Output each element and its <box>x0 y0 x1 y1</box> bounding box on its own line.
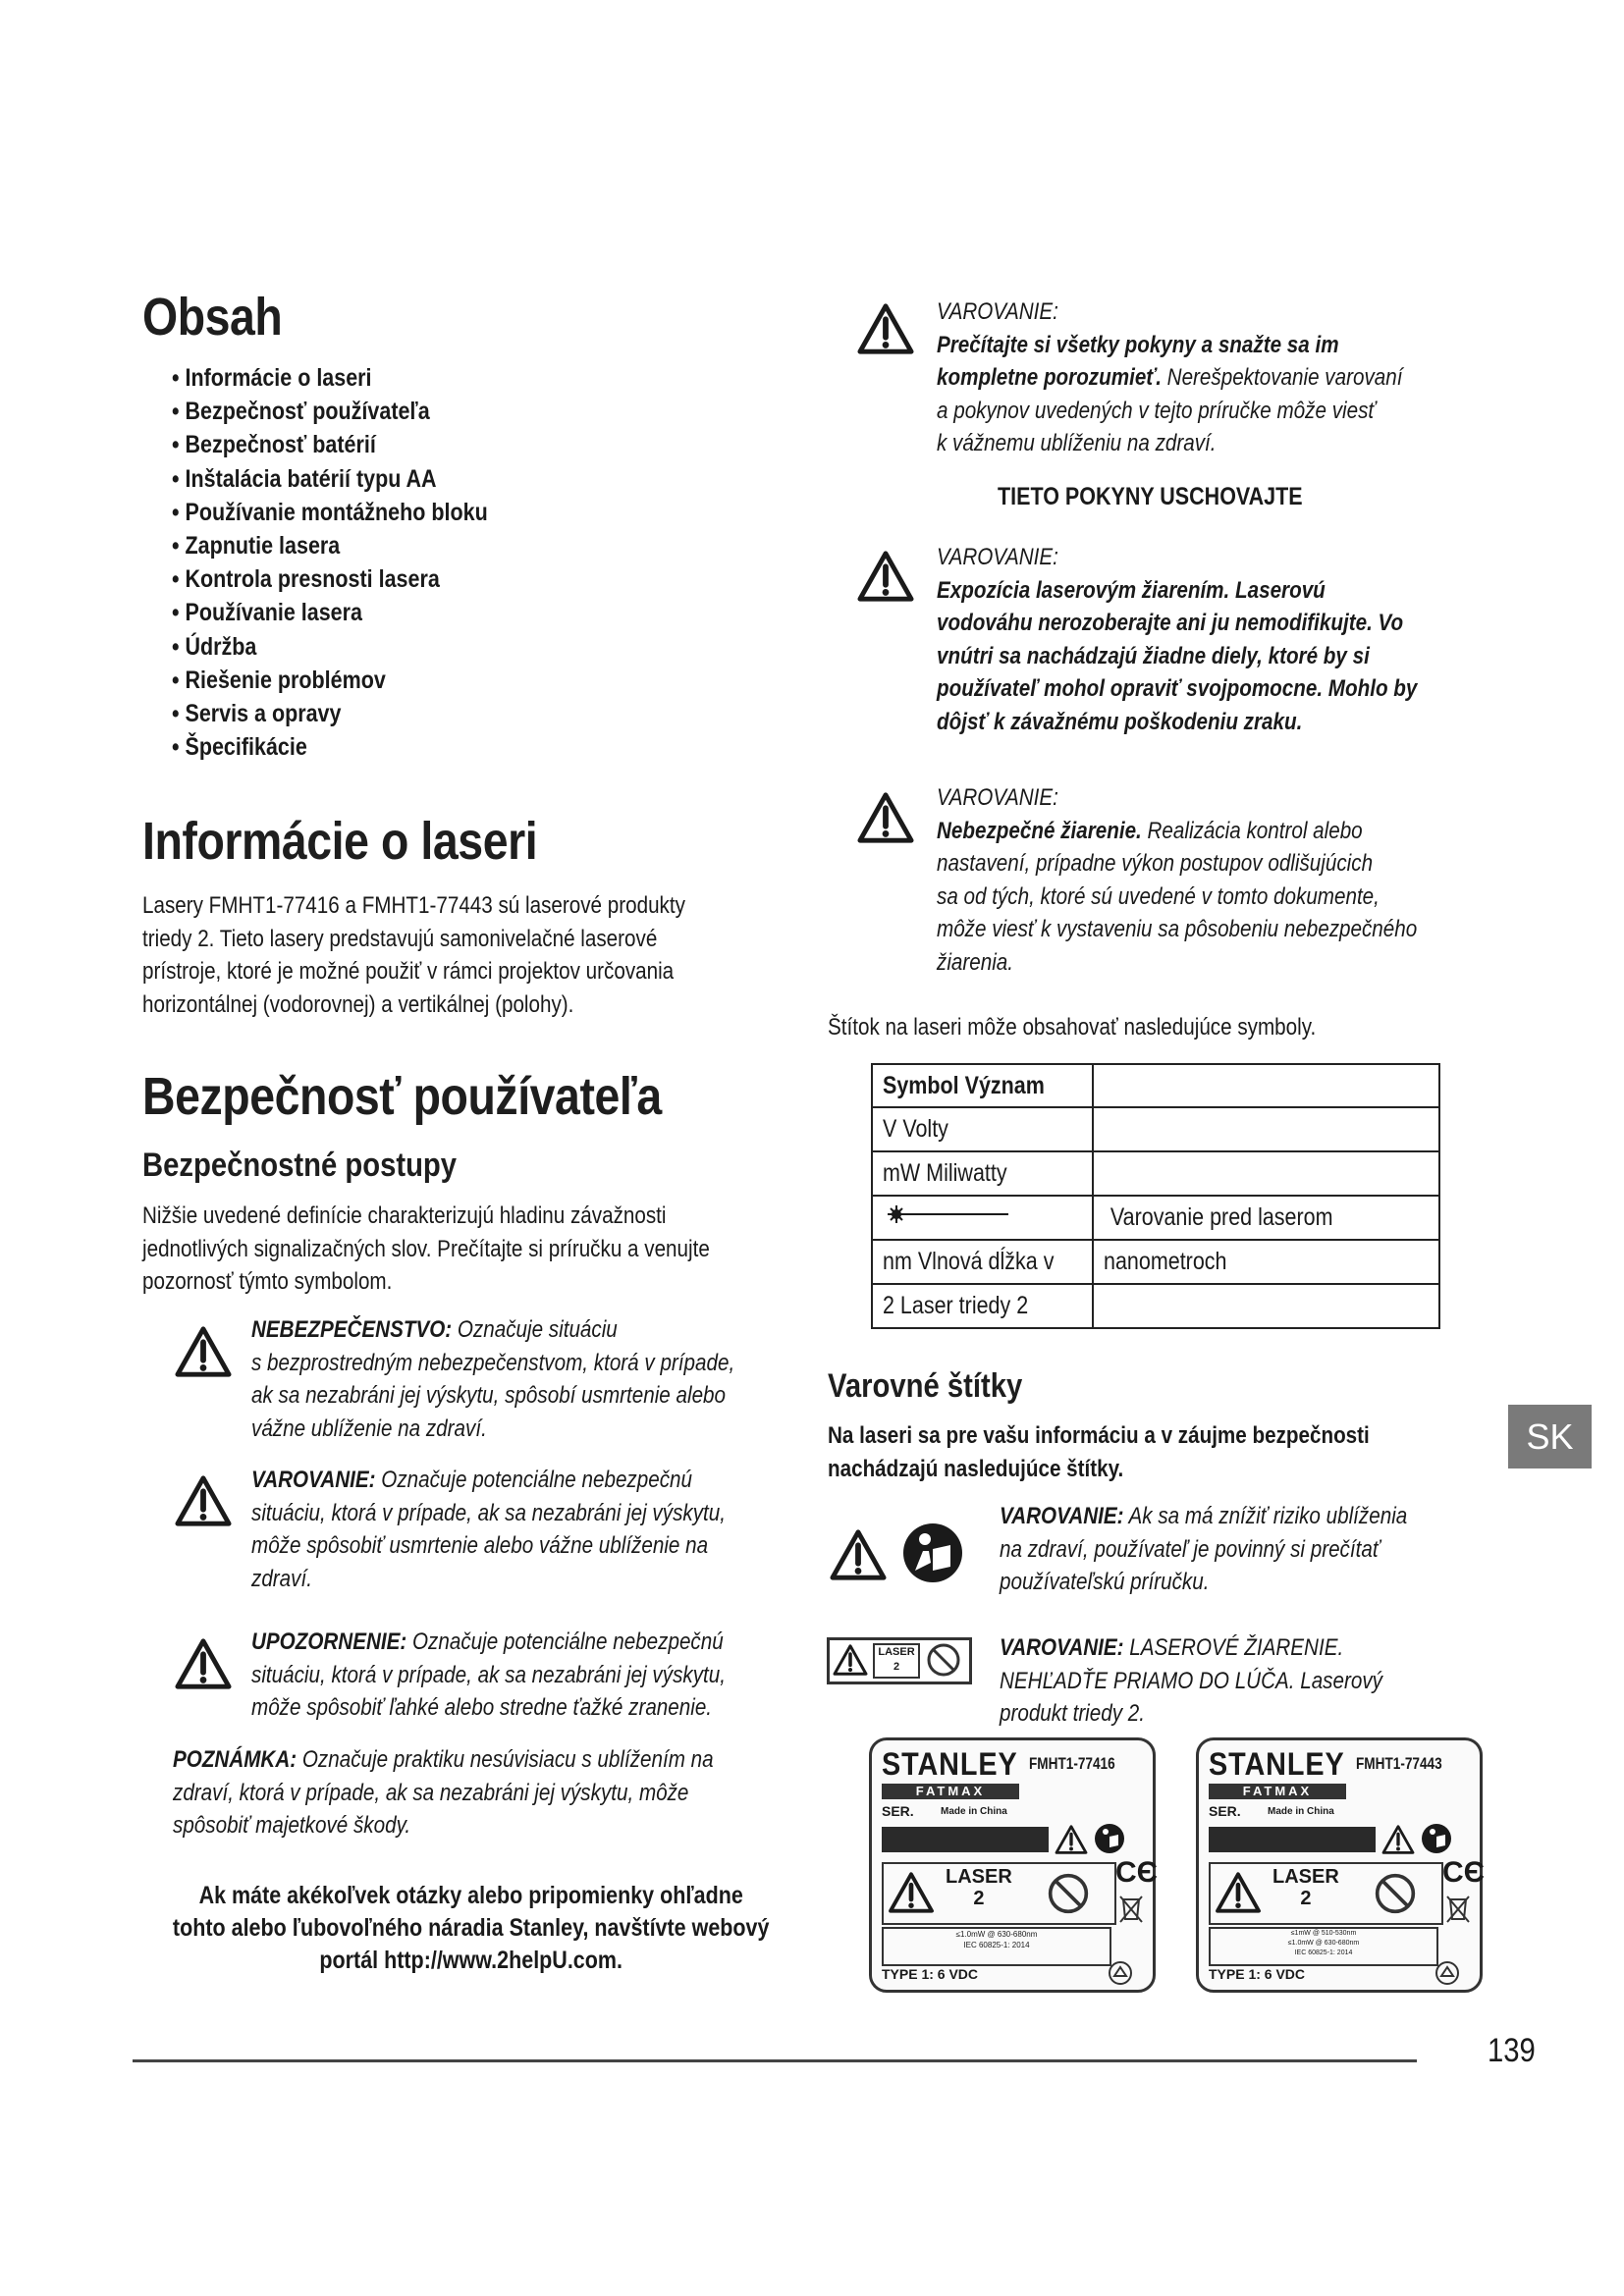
serial-barcode <box>1209 1827 1376 1852</box>
text-line: kompletne porozumieť. <box>937 364 1162 391</box>
text-line: Ak máte akékoľvek otázky alebo pripomienky ohľadne <box>198 1882 743 1909</box>
contents-title: Obsah <box>142 288 283 347</box>
text-line: prístroje, ktoré je možné použiť v rámci projektov určovania <box>142 958 675 985</box>
contents-item[interactable]: • Informácie o laseri <box>172 361 543 395</box>
warning-laser-exposure <box>937 541 1486 738</box>
text-line: produkt triedy 2. <box>1000 1700 1146 1727</box>
caution-label: UPOZORNENIE: <box>251 1629 407 1655</box>
page-number: 139 <box>1488 2032 1536 2069</box>
text-line: pozornosť týmto symbolom. <box>142 1268 393 1295</box>
text-line: žiarenia. <box>937 948 1014 976</box>
made-in-text: Made in China <box>941 1806 1007 1817</box>
spec-line: ≤1.0mW @ 630-680nm <box>955 1930 1038 1939</box>
power-type-text: TYPE 1: 6 VDC <box>882 1966 979 1982</box>
table-row <box>872 1107 1439 1151</box>
brand-logo: STANLEY <box>882 1746 1018 1782</box>
model-number: FMHT1-77443 <box>1356 1754 1442 1773</box>
warning-label: VAROVANIE: <box>251 1467 376 1493</box>
text-line: k vážnemu ublíženiu na zdraví. <box>937 430 1217 456</box>
danger-definition <box>251 1313 741 1445</box>
contents-list <box>172 361 543 764</box>
table-cell-text: 2 Laser triedy 2 <box>883 1292 1029 1319</box>
text-line: Nerešpektovanie varovaní <box>1161 364 1403 391</box>
serial-label: SER. <box>1209 1803 1241 1819</box>
recycle-icon <box>1431 1960 1464 1986</box>
text-line: vodováhu nerozoberajte ani ju nemodifikujte. Vo <box>937 610 1404 636</box>
warning-label: VAROVANIE: <box>937 298 1058 325</box>
caution-icon <box>175 1637 232 1690</box>
laser-warning-icon <box>1215 1872 1262 1913</box>
caution-definition <box>251 1626 741 1725</box>
laser-warning-icon <box>888 1872 935 1913</box>
text-line: Ak sa má znížiť riziko ublíženia <box>1123 1503 1408 1529</box>
spec-line: IEC 60825-1: 2014 <box>963 1941 1030 1949</box>
table-cell <box>872 1284 1093 1328</box>
text-line: Označuje potenciálne nebezpečnú <box>406 1629 724 1655</box>
table-header-cell <box>872 1064 1093 1107</box>
table-cell-text: Varovanie pred laserom <box>1110 1203 1333 1231</box>
safety-intro <box>142 1200 801 1299</box>
table-row <box>872 1196 1439 1240</box>
text-line: zdraví, ktorá v prípade, ak sa nezabráni jej výskytu, môže <box>173 1779 689 1806</box>
contact-note <box>137 1880 804 1977</box>
laser-word: LASER <box>946 1866 1012 1888</box>
laser-class-text: LASER 2 <box>873 1643 920 1679</box>
warning-labels-intro <box>828 1419 1470 1485</box>
no-stare-icon <box>1374 1872 1417 1915</box>
text-line: Označuje praktiku nesúvisiacu s ublížením na <box>297 1746 714 1773</box>
table-row <box>872 1064 1439 1107</box>
warning-label: VAROVANIE: <box>937 544 1058 570</box>
spec-line: IEC 60825-1: 2014 <box>1294 1949 1353 1956</box>
warning-icon <box>1055 1825 1088 1854</box>
laser-class-text <box>1272 1866 1339 1909</box>
text-line: Označuje situáciu <box>452 1316 618 1343</box>
danger-label: NEBEZPEČENSTVO: <box>251 1316 453 1343</box>
contents-item[interactable]: • Bezpečnosť batérií <box>172 428 543 461</box>
warning-hazardous-radiation <box>937 781 1486 979</box>
table-cell <box>1093 1151 1439 1196</box>
contents-item[interactable]: • Servis a opravy <box>172 697 543 730</box>
symbols-intro: Štítok na laseri môže obsahovať nasledujúce symboly. <box>828 1014 1317 1041</box>
label-read-manual-text <box>1000 1500 1523 1599</box>
model-number: FMHT1-77416 <box>1029 1754 1115 1773</box>
text-line: nastavení, prípadne výkon postupov odlišujúcich <box>937 850 1374 877</box>
weee-bin-icon <box>1446 1896 1470 1923</box>
text-line: a pokynov uvedených v tejto príručke môže viesť <box>937 397 1376 424</box>
text-line: sa od tých, ktoré sú uvedené v tomto dokumente, <box>937 882 1380 910</box>
ce-mark-icon: CЄ <box>1442 1856 1486 1889</box>
read-manual-icon <box>1421 1823 1452 1854</box>
read-manual-icon <box>1094 1823 1125 1854</box>
warning-label: VAROVANIE: <box>937 784 1058 811</box>
table-cell <box>1093 1064 1439 1107</box>
table-row <box>872 1240 1439 1284</box>
text-line: môže spôsobiť usmrtenie alebo vážne ublíženie na <box>251 1532 709 1559</box>
text-line: situáciu, ktorá v prípade, ak sa nezabráni jej výskytu, <box>251 1499 726 1526</box>
brand-logo: STANLEY <box>1209 1746 1345 1782</box>
warning-definition <box>251 1464 741 1595</box>
text-line: Prečítajte si všetky pokyny a snažte sa im <box>937 331 1339 358</box>
table-cell-text: nm Vlnová dĺžka v <box>883 1248 1055 1275</box>
text-line: môže viesť k vystaveniu sa pôsobeniu nebezpečného <box>937 916 1418 942</box>
keep-instructions-heading: TIETO POKYNY USCHOVAJTE <box>998 483 1303 510</box>
text-line: Expozícia laserovým žiarením. Laserovú <box>937 576 1326 604</box>
text-line: vážne ublíženie na zdraví. <box>251 1415 487 1442</box>
no-stare-icon <box>926 1643 961 1677</box>
laser-class-label-icon <box>827 1637 972 1684</box>
contents-item[interactable]: • Používanie montážneho bloku <box>172 496 543 529</box>
laser-word: LASER <box>1272 1866 1339 1888</box>
text-line: situáciu, ktorá v prípade, ak sa nezabráni jej výskytu, <box>251 1661 726 1688</box>
notice-definition <box>173 1743 731 1842</box>
text-line: používateľ mohol opraviť svojpomocne. Mohlo by <box>937 675 1418 702</box>
text-line: ak sa nezabráni jej výskytu, spôsobí usmrtenie alebo <box>251 1382 727 1409</box>
table-cell-text: mW Miliwatty <box>883 1159 1007 1187</box>
text-line: Nižšie uvedené definície charakterizujú hladinu závažnosti <box>142 1202 667 1229</box>
danger-warning-icon <box>175 1325 232 1378</box>
read-manual-icon <box>901 1522 964 1584</box>
spec-line: ≤1mW @ 510-530nm <box>1290 1930 1357 1937</box>
warning-label: VAROVANIE: <box>1000 1634 1124 1661</box>
warning-icon <box>857 302 914 355</box>
text-line: Na laseri sa pre vašu informáciu a v záujme bezpečnosti <box>828 1422 1370 1449</box>
text-line: triedy 2. Tieto lasery predstavujú samonivelačné laserové <box>142 925 658 952</box>
symbols-table <box>871 1063 1440 1329</box>
laser-beam-icon <box>883 1202 1010 1226</box>
warning-icon <box>857 791 914 844</box>
laser-warning-icon <box>833 1644 868 1676</box>
warning-icon <box>857 550 914 603</box>
serial-label: SER. <box>882 1803 914 1819</box>
laser-class-number: 2 <box>1300 1888 1312 1909</box>
fatmax-badge: FATMAX <box>882 1784 1019 1799</box>
contents-item[interactable]: • Inštalácia batérií typu AA <box>172 462 543 496</box>
notice-label: POZNÁMKA: <box>173 1746 298 1773</box>
text-line: Realizácia kontrol alebo <box>1141 817 1363 844</box>
contents-item[interactable]: • Bezpečnosť používateľa <box>172 395 543 428</box>
table-cell <box>872 1151 1093 1196</box>
table-header-text: Symbol Význam <box>883 1071 1045 1099</box>
product-label-77416 <box>869 1737 1159 1993</box>
text-line: vnútri sa nachádzajú žiadne diely, ktoré by si <box>937 642 1370 669</box>
text-line: používateľskú príručku. <box>1000 1569 1210 1595</box>
laser-class-number: 2 <box>973 1888 985 1909</box>
contents-item[interactable]: • Špecifikácie <box>172 730 543 764</box>
fatmax-badge: FATMAX <box>1209 1784 1346 1799</box>
safety-procedures-subtitle: Bezpečnostné postupy <box>142 1147 458 1184</box>
text-line: nachádzajú nasledujúce štítky. <box>828 1455 1124 1482</box>
laser-class-text <box>946 1866 1012 1909</box>
text-line: môže spôsobiť ľahké alebo stredne ťažké zranenie. <box>251 1694 713 1721</box>
footer-divider <box>133 2059 1417 2062</box>
label-laser-radiation-text <box>1000 1631 1523 1731</box>
table-cell <box>1093 1240 1439 1284</box>
spec-line: ≤1.0mW @ 630-680nm <box>1287 1940 1360 1947</box>
text-line: zdraví. <box>251 1565 312 1592</box>
text-line: Označuje potenciálne nebezpečnú <box>375 1467 692 1493</box>
text-line[interactable]: portál http://www.2helpU.com. <box>319 1947 623 1974</box>
serial-barcode <box>882 1827 1049 1852</box>
text-line: LASEROVÉ ŽIARENIE. <box>1123 1634 1344 1661</box>
text-line: na zdraví, používateľ je povinný si prečítať <box>1000 1535 1380 1563</box>
contents-item[interactable]: • Riešenie problémov <box>172 664 543 697</box>
recycle-icon <box>1104 1960 1137 1986</box>
text-line: jednotlivých signalizačných slov. Prečítajte si príručku a venujte <box>142 1235 710 1262</box>
made-in-text: Made in China <box>1268 1806 1334 1817</box>
warning-read-instructions <box>937 295 1486 460</box>
table-row <box>872 1284 1439 1328</box>
table-cell <box>872 1196 1093 1240</box>
table-cell <box>1093 1107 1439 1151</box>
warning-icon <box>1381 1825 1415 1854</box>
warning-icon <box>830 1528 887 1581</box>
text-line: spôsobiť majetkové škody. <box>173 1812 411 1839</box>
no-stare-icon <box>1047 1872 1090 1915</box>
contents-item[interactable]: • Kontrola presnosti lasera <box>172 562 543 596</box>
contents-item[interactable]: • Používanie lasera <box>172 596 543 629</box>
laser-spec-box <box>1209 1927 1438 1966</box>
table-cell-text: V Volty <box>883 1115 948 1143</box>
table-row <box>872 1151 1439 1196</box>
power-type-text: TYPE 1: 6 VDC <box>1209 1966 1306 1982</box>
text-line: Nebezpečné žiarenie. <box>937 817 1142 844</box>
ce-mark-icon: CЄ <box>1115 1856 1159 1889</box>
laser-spec-box <box>882 1927 1111 1966</box>
contents-item[interactable]: • Údržba <box>172 630 543 664</box>
laser-info-title: Informácie o laseri <box>142 812 538 871</box>
text-line: tohto alebo ľubovoľného náradia Stanley, navštívte webový <box>172 1914 770 1942</box>
table-cell <box>872 1107 1093 1151</box>
table-cell <box>872 1240 1093 1284</box>
warning-label: VAROVANIE: <box>1000 1503 1124 1529</box>
contents-item[interactable]: • Zapnutie lasera <box>172 529 543 562</box>
product-label-77443 <box>1196 1737 1486 1993</box>
warning-icon <box>175 1474 232 1527</box>
text-line: dôjsť k závažnému poškodeniu zraku. <box>937 708 1303 735</box>
language-tab[interactable]: SK <box>1508 1405 1592 1468</box>
text-line: NEHĽADŤE PRIAMO DO LÚČA. Laserový <box>1000 1667 1382 1694</box>
table-cell-text: nanometroch <box>1103 1248 1227 1275</box>
text-line: horizontálnej (vodorovnej) a vertikálnej (polohy). <box>142 990 574 1018</box>
laser-info-text <box>142 889 750 1021</box>
warning-labels-title: Varovné štítky <box>828 1367 1023 1405</box>
text-line: Lasery FMHT1-77416 a FMHT1-77443 sú laserové produkty <box>142 892 685 919</box>
table-cell <box>1093 1284 1439 1328</box>
table-cell <box>1093 1196 1439 1240</box>
weee-bin-icon <box>1119 1896 1143 1923</box>
text-line: s bezprostredným nebezpečenstvom, ktorá v prípade, <box>251 1349 735 1376</box>
user-safety-title: Bezpečnosť používateľa <box>142 1067 662 1126</box>
